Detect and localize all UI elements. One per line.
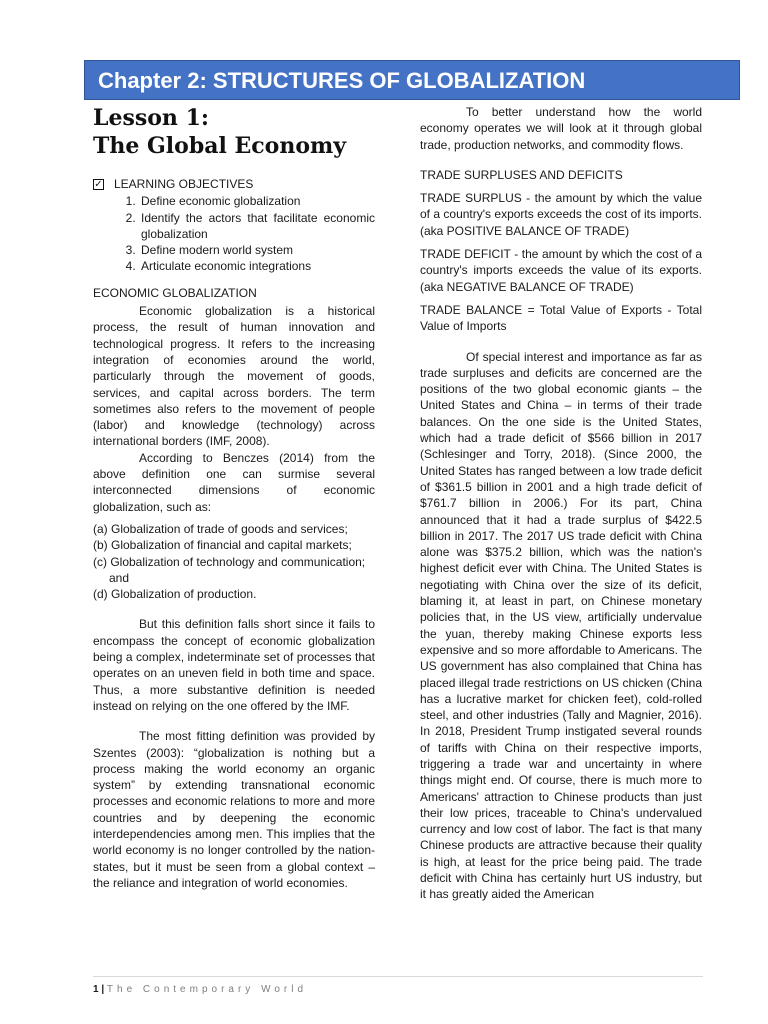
lesson-name: The Global Economy: [93, 133, 347, 159]
left-column: [93, 104, 375, 891]
checkbox-icon: ✓: [94, 178, 103, 190]
trade-balance-definition: [420, 302, 702, 335]
definition-text: = Total Value of Exports - Total Value of Imports: [420, 302, 702, 334]
section-heading-trade: TRADE SURPLUSES AND DEFICITS: [420, 167, 623, 182]
definition-text: - the amount by which the cost of a country's imports exceeds the value of its exports. (aka NEGATIVE BALANCE OF TRADE): [420, 247, 703, 294]
paragraph: But this definition falls short since it fails to encompass the concept of economic globalization being a complex, indeterminate set of processes that operates on an uneven field in both time and space. Thus, a more substantive definition is needed instead on relying on the one offered by the IMF.: [93, 617, 375, 713]
dimensions-list: [93, 521, 375, 602]
trade-surplus-definition: [420, 190, 702, 239]
lesson-number: Lesson 1:: [93, 105, 209, 131]
objectives-heading: [93, 176, 375, 192]
dimension-item: (a) Globalization of trade of goods and services;: [93, 521, 348, 536]
right-column: [420, 104, 702, 903]
lesson-title: [93, 104, 375, 160]
definition-text: - the amount by which the value of a country's exports exceeds the cost of its imports. (aka POSITIVE BALANCE OF TRADE): [420, 191, 703, 238]
objective-item: 4. Articulate economic integrations: [139, 258, 375, 274]
objective-item: 1. Define economic globalization: [139, 193, 375, 209]
paragraph: Economic globalization is a historical process, the result of human innovation and technological progress. It refers to the increasing integration of economies around the world, particularly through the movement of goods, services, and capital across borders. The term sometimes also refers to the movement of people (labor) and knowledge (technology) across international borders (IMF, 2008).: [93, 304, 375, 449]
objective-item: 3. Define modern world system: [139, 242, 375, 258]
footer-separator: |: [98, 984, 107, 995]
page-footer: [93, 976, 703, 997]
objective-item: 2. Identify the actors that facilitate economic globalization: [139, 210, 375, 243]
section-heading-economic-globalization: ECONOMIC GLOBALIZATION: [93, 285, 257, 300]
chapter-title: Chapter 2: STRUCTURES OF GLOBALIZATION: [98, 68, 586, 93]
dimension-item: (c) Globalization of technology and communication; and: [93, 554, 366, 585]
paragraph: The most fitting definition was provided by Szentes (2003): “globalization is nothing but a process making the world economy an organic system” by extending transnational economic processes and economic relations to more and more countries and by deepening the economic interdependencies among men. This implies that the world economy is no longer controlled by the nation-states, but it must be seen from a global context – the reliance and integration of world economies.: [93, 729, 375, 890]
dimension-item: (d) Globalization of production.: [93, 587, 257, 602]
paragraph: According to Benczes (2014) from the above definition one can surmise several interconnected dimensions of economic globalization, such as:: [93, 450, 375, 514]
chapter-banner: [84, 60, 740, 100]
objectives-list: [93, 193, 375, 274]
trade-deficit-definition: [420, 246, 702, 295]
intro-paragraph: To better understand how the world economy operates we will look at it through global trade, production networks, and commodity flows.: [420, 105, 702, 152]
dimension-item: (b) Globalization of financial and capital markets;: [93, 538, 352, 553]
page-number: 1: [93, 984, 99, 995]
footer-book-title: The Contemporary World: [106, 984, 308, 995]
term-trade-deficit: TRADE DEFICIT: [420, 247, 511, 262]
term-trade-surplus: TRADE SURPLUS: [420, 191, 522, 206]
paragraph: Of special interest and importance as far as trade surpluses and deficits are concerned are the positions of the two global economic giants – the United States and China – in terms of their trade balances. On the one side is the United States, which had a trade deficit of $566 billion in 2017 (Schlesinger and Torry, 2018). (Since 2000, the United States has ranged between a low trade deficit of $361.5 billion in 2001 and a high trade deficit of $761.7 billion in 2006.) For its part, China announced that it had a trade surplus of $422.5 billion in 2017. The 2017 US trade deficit with China alone was $375.2 billion, which was the nation's highest deficit ever with China. The United States is negotiating with China over the size of its deficit, blaming it, at least in part, on Chinese monetary policies that, in the US view, artificially undervalue the yuan, thereby making Chinese exports less expensive and so more affordable to Americans. The US government has also complained that China has placed illegal trade restrictions on US chicken (China has a lucrative market for chicken feet), cold-rolled steel, and other industries (Tally and Magnier, 2016). In 2018, President Trump instigated several rounds of tariffs with China on their respective imports, triggering a trade war and uncertainty in where things might end. Of course, there is much more to Americans' attraction to Chinese products than just their low prices, traceable to China's undervalued currency and low cost of labor. The fact is that many Chinese products are attractive because their quality is high, at least for the price being paid. The trade deficit with China has certainly hurt US industry, but it has greatly aided the American: [420, 349, 702, 902]
term-trade-balance: TRADE BALANCE: [420, 302, 523, 317]
objectives-heading-text: LEARNING OBJECTIVES: [114, 177, 254, 191]
